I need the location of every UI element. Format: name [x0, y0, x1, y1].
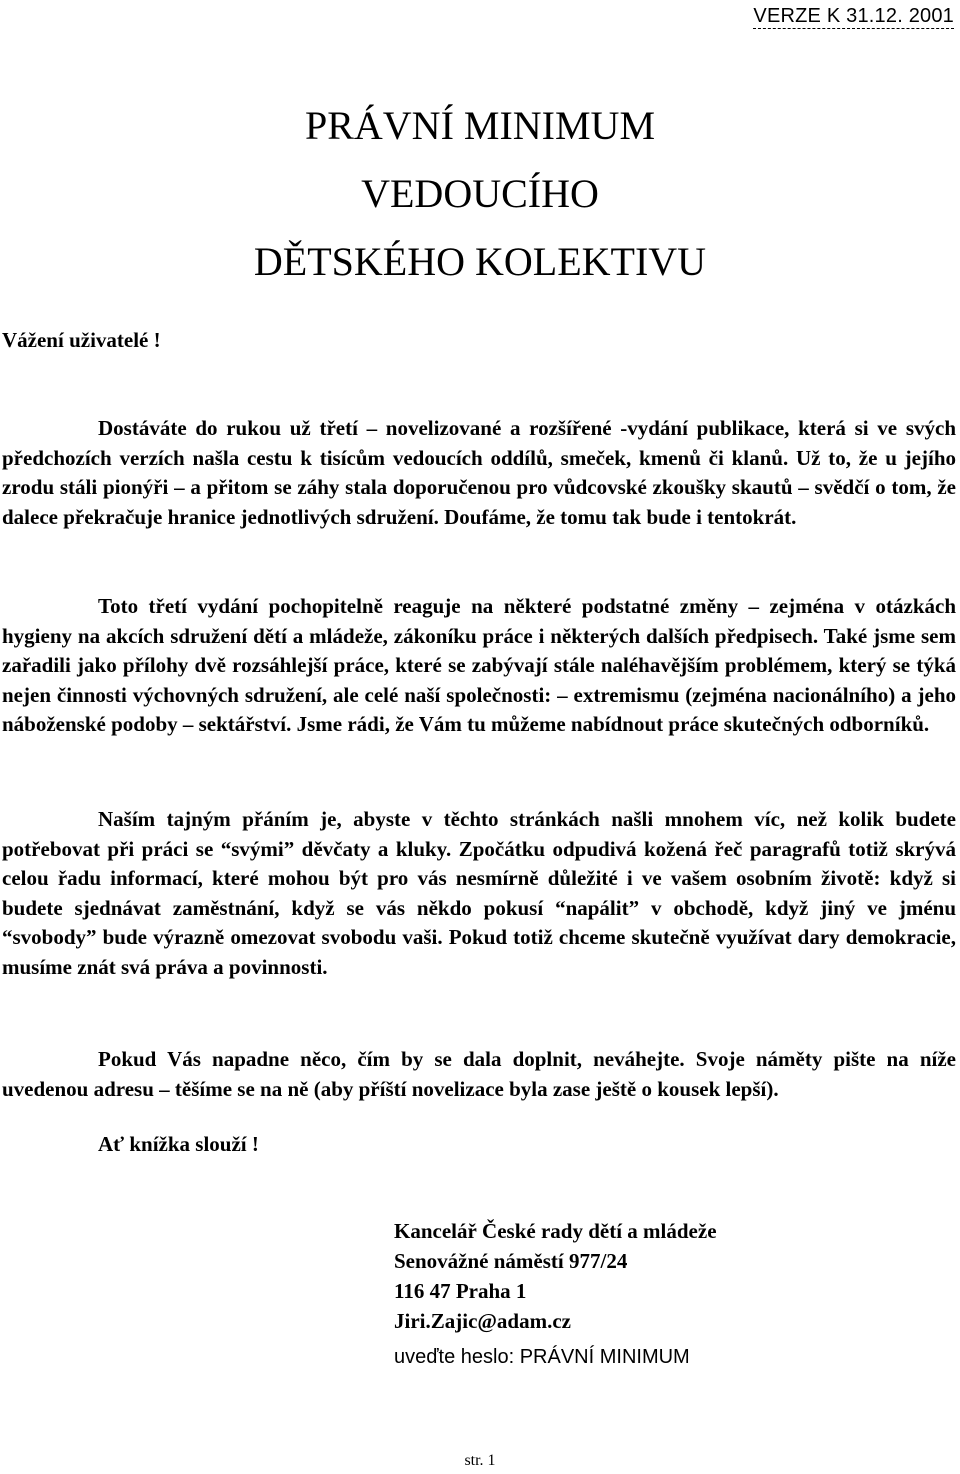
paragraph-wish: Naším tajným přáním je, abyste v těchto stránkách našli mnohem víc, než kolik budete potřebovat při práci se “svými” děvčaty a kluky. Zpočátku odpudivá kožená řeč paragrafů totiž skrývá celou řadu informací, které mohou být pro vás nesmírně důležité i ve vašem osobním životě: když si budete sjednávat zaměstnání, když se vás někdo pokusí “napálit” v obchodě, když jiný ve jménu “svobody” bude výrazně omezovat svobodu vaši. Pokud totiž chceme skutečně využívat dary demokracie, musíme znát svá práva a povinnosti.: [2, 807, 956, 979]
address-email[interactable]: Jiri.Zajic@adam.cz: [394, 1309, 571, 1333]
address-street: Senovážné náměstí 977/24: [394, 1249, 628, 1273]
paragraph-feedback: Pokud Vás napadne něco, čím by se dala doplnit, neváhejte. Svoje náměty pište na níže uvedenou adresu – těšíme se na ně (aby příští novelizace byla zase ještě o kousek lepší).: [2, 1047, 956, 1101]
title-line-1: PRÁVNÍ MINIMUM: [304, 103, 656, 148]
paragraph-changes: Toto třetí vydání pochopitelně reaguje na některé podstatné změny – zejména v otázkách hygieny na akcích sdružení dětí a mládeže, zákoníku práce i některých dalších předpisech. Také jsme sem zařadili jako přílohy dvě rozsáhlejší práce, které se zabývají stále naléhavějším problémem, který se týká nejen činnosti výchovných sdružení, ale celé naší společnosti: – extremismu (zejména nacionálního) a jeho náboženské podoby – sektářství. Jsme rádi, že Vám tu můžeme nabídnout práce skutečných odborníků.: [2, 594, 956, 736]
paragraph-intro: Dostáváte do rukou už třetí – novelizované a rozšířené -vydání publikace, která si ve svých předchozích verzích našla cestu k tisícům vedoucích oddílů, smeček, kmenů či klanů. Už to, že u jejího zrodu stáli pionýři – a přitom se záhy stala doporučenou pro vůdcovské zkoušky skautů – svědčí o tom, že dalece překračuje hranice jednotlivých sdružení. Doufáme, že tomu tak bude i tentokrát.: [2, 416, 956, 529]
address-keyword-hint: uveďte heslo: PRÁVNÍ MINIMUM: [394, 1346, 690, 1368]
page-number: str. 1: [464, 1452, 496, 1469]
closing-line: Ať knížka slouží !: [98, 1132, 259, 1156]
title-line-3: DĚTSKÉHO KOLEKTIVU: [253, 239, 707, 284]
address-city: 116 47 Praha 1: [394, 1279, 527, 1303]
document-version: VERZE K 31.12. 2001: [753, 5, 954, 27]
contact-address: [394, 1216, 717, 1372]
address-organization: Kancelář České rady dětí a mládeže: [394, 1219, 717, 1243]
salutation: Vážení uživatelé !: [2, 328, 161, 352]
document-title: [0, 92, 960, 296]
title-line-2: VEDOUCÍHO: [361, 171, 599, 216]
